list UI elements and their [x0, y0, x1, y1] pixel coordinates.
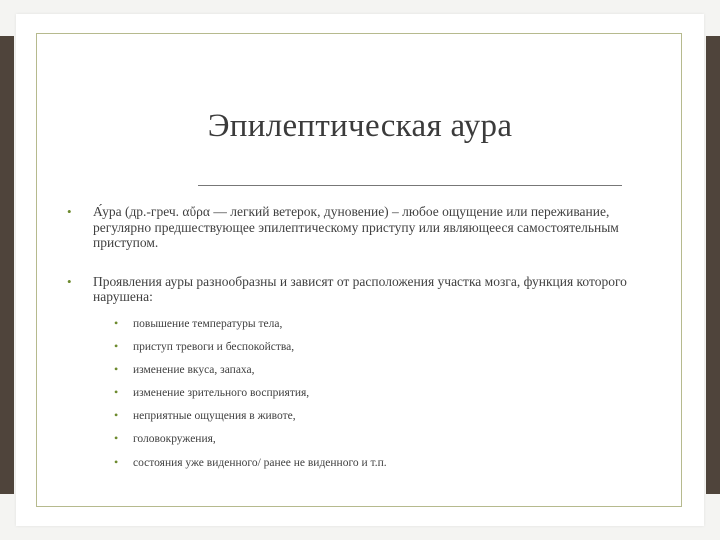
slide-title: Эпилептическая аура — [207, 108, 513, 144]
slide-content — [56, 204, 666, 494]
bullet-icon: • — [114, 431, 119, 446]
bullet-icon: • — [114, 361, 119, 376]
title-divider — [198, 185, 622, 186]
bullet-icon: • — [114, 338, 119, 353]
bullet-icon: • — [67, 204, 72, 219]
list-item-text: состояния уже виденного/ ранее не виденного и т.п. — [133, 456, 387, 469]
bullet-definition — [56, 204, 666, 251]
list-item-text: изменение вкуса, запаха, — [133, 363, 255, 376]
manifestations-list — [93, 317, 666, 471]
bullet-manifestations — [56, 274, 666, 471]
bullet-icon: • — [114, 385, 119, 400]
bullet-icon: • — [114, 408, 119, 423]
list-item — [93, 317, 666, 332]
list-item — [93, 363, 666, 378]
list-item — [93, 386, 666, 401]
list-item-text: неприятные ощущения в животе, — [133, 410, 296, 423]
bullet-text: Проявления ауры разнообразны и зависят от расположения участка мозга, функция которого нарушена: — [93, 273, 627, 304]
list-item — [93, 340, 666, 355]
left-accent-bar — [0, 36, 14, 494]
list-item — [93, 432, 666, 447]
list-item-text: повышение температуры тела, — [133, 317, 283, 330]
bullet-text: А́ура (др.-греч. αὔρα — легкий ветерок, дуновение) – любое ощущение или переживание, регулярно предшествующее эпилептическому приступу или являющееся самостоятельным приступом. — [93, 204, 619, 250]
slide-card — [16, 14, 704, 526]
list-item-text: изменение зрительного восприятия, — [133, 387, 310, 400]
bullet-icon: • — [114, 454, 119, 469]
list-item — [93, 456, 666, 471]
right-accent-bar — [706, 36, 720, 494]
list-item-text: головокружения, — [133, 433, 216, 446]
list-item — [93, 409, 666, 424]
list-item-text: приступ тревоги и беспокойства, — [133, 340, 295, 353]
bullet-icon: • — [114, 315, 119, 330]
bullet-icon: • — [67, 273, 72, 289]
